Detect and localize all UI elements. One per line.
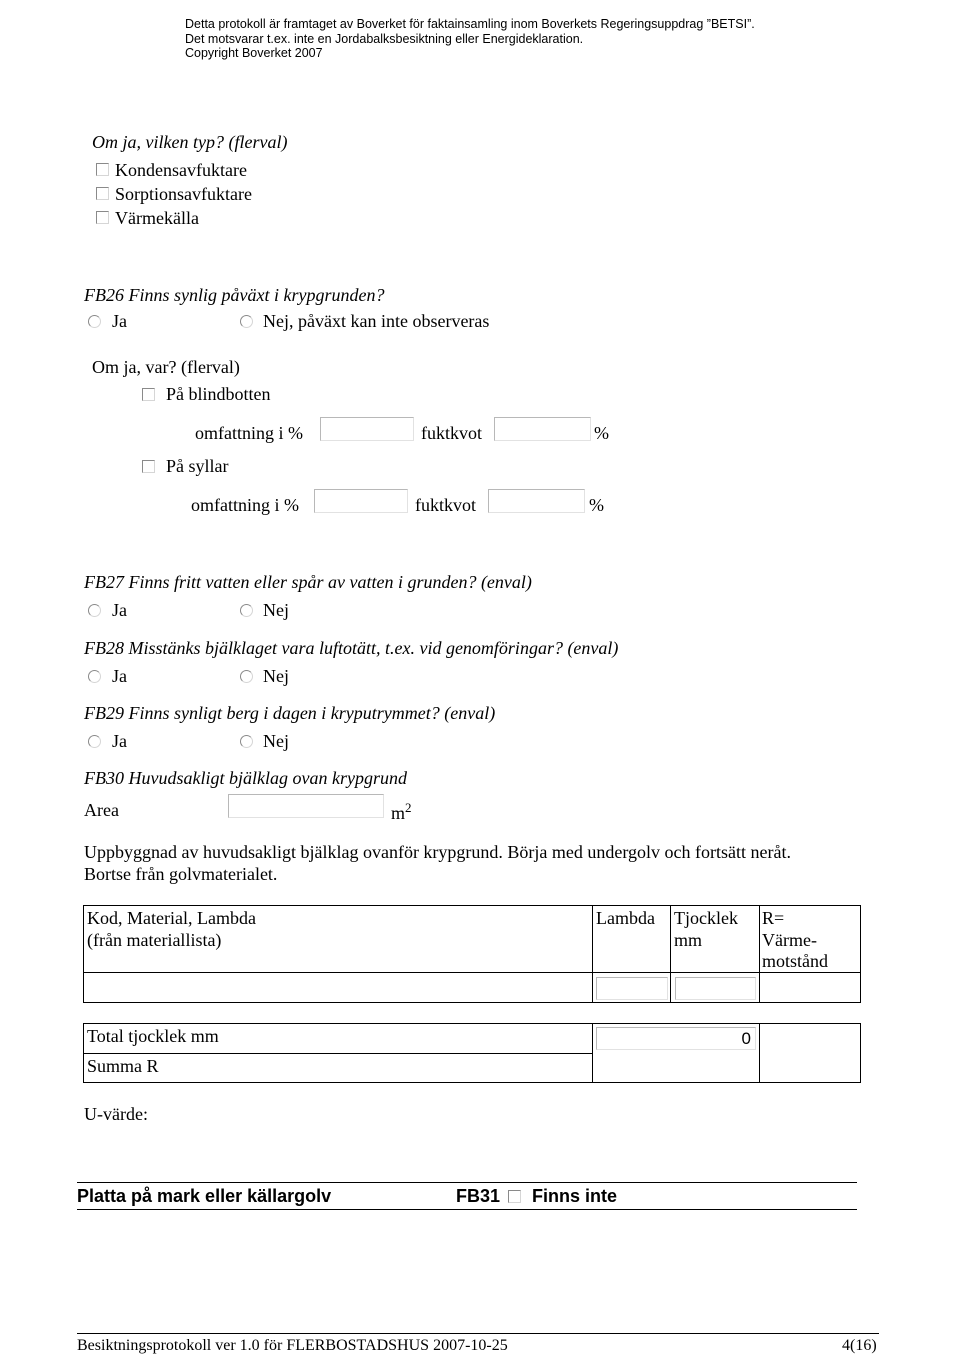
fb26-yes-label: Ja: [112, 311, 127, 331]
area-input[interactable]: [228, 794, 384, 818]
syllar-extent-label: omfattning i %: [191, 495, 299, 515]
footer-left: Besiktningsprotokoll ver 1.0 för FLERBOSTADSHUS 2007-10-25: [77, 1337, 508, 1354]
fb29-radio-no[interactable]: [240, 735, 253, 748]
blindbotten-extent-label: omfattning i %: [195, 423, 303, 443]
option-label: Kondensavfuktare: [115, 160, 247, 180]
section-rule-top: [77, 1182, 857, 1183]
blindbotten-extent-input[interactable]: [320, 417, 414, 441]
header-line-2: Det motsvarar t.ex. inte en Jordabalksbesiktning eller Energideklaration.: [185, 32, 584, 46]
checkbox-varmekalla[interactable]: [96, 211, 109, 224]
checkbox-fb31-finns-inte[interactable]: [508, 1190, 521, 1203]
fb28-yes-label: Ja: [112, 666, 127, 686]
unit-text: m: [391, 803, 406, 823]
fb29-yes-label: Ja: [112, 731, 127, 751]
fb28-no-label: Nej: [263, 666, 289, 686]
totals-row-divider: [83, 1053, 593, 1054]
table-col-divider: [759, 905, 760, 1003]
syllar-extent-input[interactable]: [314, 489, 408, 513]
fb27-radio-yes[interactable]: [88, 604, 101, 617]
fb26-question: FB26 Finns synlig påväxt i krypgrunden?: [84, 285, 385, 305]
checkbox-kondensavfuktare[interactable]: [96, 163, 109, 176]
option-label: Värmekälla: [115, 208, 199, 228]
syllar-label: På syllar: [166, 456, 229, 476]
footer-rule: [77, 1333, 879, 1334]
thickness-input[interactable]: [675, 977, 756, 1000]
col-header-r-sub: Värme-: [762, 930, 817, 950]
header-line-3: Copyright Boverket 2007: [185, 46, 323, 60]
percent-sign: %: [589, 495, 604, 515]
footer-page-number: 4(16): [842, 1337, 877, 1354]
fb29-radio-yes[interactable]: [88, 735, 101, 748]
area-unit: [391, 800, 412, 824]
sum-r-label: Summa R: [87, 1056, 159, 1076]
fb26-no-label: Nej, påväxt kan inte observeras: [263, 311, 490, 331]
fb29-no-label: Nej: [263, 731, 289, 751]
col-header-thickness: Tjocklek: [674, 908, 738, 928]
fb27-yes-label: Ja: [112, 600, 127, 620]
instruction-line-2: Bortse från golvmaterialet.: [84, 864, 278, 884]
fb28-radio-yes[interactable]: [88, 670, 101, 683]
fb30-title: FB30 Huvudsakligt bjälklag ovan krypgrund: [84, 768, 407, 788]
totals-col-divider: [759, 1023, 760, 1083]
col-header-material-sub: (från materiallista): [87, 930, 222, 950]
type-question-label: Om ja, vilken typ? (flerval): [92, 132, 288, 152]
section-title: Platta på mark eller källargolv: [77, 1186, 332, 1206]
header-line-1: Detta protokoll är framtaget av Boverket för faktainsamling inom Boverkets Regeringsuppdrag ”BETSI”.: [185, 17, 755, 31]
fb26-where-label: Om ja, var? (flerval): [92, 357, 240, 377]
lambda-input[interactable]: [596, 977, 668, 1000]
totals-col-divider: [592, 1023, 593, 1083]
fb27-question: FB27 Finns fritt vatten eller spår av vatten i grunden? (enval): [84, 572, 532, 592]
syllar-moisture-label: fuktkvot: [415, 495, 476, 515]
checkbox-blindbotten[interactable]: [142, 388, 155, 401]
syllar-moisture-input[interactable]: [488, 489, 585, 513]
fb31-option: Finns inte: [532, 1186, 617, 1206]
table-col-divider: [670, 905, 671, 1003]
col-header-r: R=: [762, 908, 785, 928]
checkbox-sorptionsavfuktare[interactable]: [96, 187, 109, 200]
fb26-radio-no[interactable]: [240, 315, 253, 328]
section-rule-bottom: [77, 1209, 857, 1210]
col-header-lambda: Lambda: [596, 908, 655, 928]
fb29-question: FB29 Finns synligt berg i dagen i kryputrymmet? (enval): [84, 703, 496, 723]
col-header-material: Kod, Material, Lambda: [87, 908, 256, 928]
total-thickness-label: Total tjocklek mm: [87, 1026, 219, 1046]
area-label: Area: [84, 800, 119, 820]
percent-sign: %: [594, 423, 609, 443]
fb26-radio-yes[interactable]: [88, 315, 101, 328]
table-col-divider: [592, 905, 593, 1003]
blindbotten-label: På blindbotten: [166, 384, 271, 404]
col-header-r-sub2: motstånd: [762, 951, 828, 971]
checkbox-syllar[interactable]: [142, 460, 155, 473]
table-row-divider: [83, 972, 861, 973]
col-header-thickness-unit: mm: [674, 930, 703, 950]
total-thickness-value: 0: [596, 1027, 756, 1050]
u-value-label: U-värde:: [84, 1104, 148, 1124]
blindbotten-moisture-label: fuktkvot: [421, 423, 482, 443]
option-label: Sorptionsavfuktare: [115, 184, 252, 204]
fb27-no-label: Nej: [263, 600, 289, 620]
fb28-radio-no[interactable]: [240, 670, 253, 683]
unit-superscript: 2: [405, 800, 412, 815]
fb31-code: FB31: [456, 1186, 501, 1206]
fb27-radio-no[interactable]: [240, 604, 253, 617]
blindbotten-moisture-input[interactable]: [494, 417, 591, 441]
fb28-question: FB28 Misstänks bjälklaget vara luftotätt, t.ex. vid genomföringar? (enval): [84, 638, 619, 658]
instruction-line-1: Uppbyggnad av huvudsakligt bjälklag ovanför krypgrund. Börja med undergolv och fortsätt neråt.: [84, 842, 792, 862]
